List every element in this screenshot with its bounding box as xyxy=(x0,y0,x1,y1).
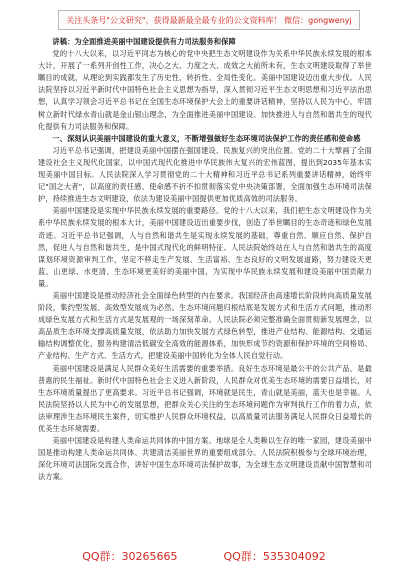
footer-qq-group-1: QQ群：30265665 xyxy=(82,550,178,563)
paragraph: 美丽中国建设是构建人类命运共同体的中国方案。地球是全人类赖以生存的唯一家园，建设美丽中国是推动构建人类命运共同体、共建清洁美丽世界的重要组成部分。人民法院积极参与全球环境治理，深化环境司法国际交流合作，讲好中国生态环境司法保护故事，为全球生态文明建设贡献中国智慧和司法方案。 xyxy=(38,436,372,482)
section-heading: 一、深刻认识美丽中国建设的重大意义，不断增强做好生态环境司法保护工作的责任感和使命感 xyxy=(52,133,361,143)
paragraph: 美丽中国建设是满足人民群众美好生活需要的重要举措。良好生态环境是最公平的公共产品，是最普惠的民生福祉。新时代中国特色社会主义进入新阶段，人民群众对优美生态环境的需要日益增长，对生态环境质量提出了更高要求。习近平总书记强调，环境就是民生，青山就是美丽，蓝天也是幸福。人民法院坚持以人民为中心的发展思想，把群众关心关注的生态环境问题作为审判执行工作的着力点，依法审理涉生态环境民生案件，切实维护人民群众环境权益，以高质量司法服务满足人民群众日益增长的优美生态环境需要。 xyxy=(38,363,372,433)
banner-text: 关注头条号"公文研究"，获得最新最全最专业的公文资料库！ 微信：gongwenyj xyxy=(66,15,352,25)
footer-contact xyxy=(0,548,408,568)
paragraph: 美丽中国建设是推动经济社会全面绿色转型的内在要求。我国经济由高速增长阶段转向高质量发展阶段，集约型发展、高效型发展成为必然。生态环境问题归根结底是发展方式和生活方式问题，推动形成绿色发展方式和生活方式是发展观的一场深刻革命。人民法院必须完整准确全面贯彻新发展理念，以高品质生态环境支撑高质量发展，依法助力加快发展方式绿色转型，推进产业结构、能源结构、交通运输结构调整优化，服务构建清洁低碳安全高效的能源体系，加快形成节约资源和保护环境的空间格局、产业结构、生产方式、生活方式，把建设美丽中国转化为全体人民自觉行动。 xyxy=(38,290,372,361)
paragraph: 习近平总书记强调，把建设美丽中国摆在强国建设、民族复兴的突出位置。党的二十大擘画了全面建设社会主义现代化国家，以中国式现代化推进中华民族伟大复兴的宏伟蓝图，提出到2035年基本实现美丽中国目标。人民法院深入学习贯彻党的二十大精神和习近平总书记系列重要讲话精神，始终牢记"国之大者"，以高度的责任感、使命感不折不扣贯彻落实党中央决策部署，全面加强生态环境司法保护，持续推进生态文明建设，依法为建设美丽中国提供更加优质高效的司法服务。 xyxy=(38,145,372,204)
paragraph: 党的十八大以来，以习近平同志为核心的党中央把生态文明建设作为关系中华民族永续发展的根本大计，开展了一系列开创性工作，决心之大、力度之大、成效之大前所未有，生态文明建设取得了举世瞩目的成就，从理论到实践都发生了历史性、转折性、全局性变化。美丽中国建设迈出重大步伐。人民法院坚持以习近平新时代中国特色社会主义思想为指导，深入贯彻习近平生态文明思想和习近平法治思想，认真学习领会习近平总书记在全国生态环境保护大会上的重要讲话精神，坚持以人民为中心，牢固树立新时代绿水青山就是金山银山理念，为全面推进美丽中国建设、加快推进人与自然和谐共生的现代化提供有力司法服务和保障。 xyxy=(38,49,372,131)
top-promo-banner xyxy=(58,10,360,30)
paragraph: 美丽中国建设是实现中华民族永续发展的重要路径。党的十八大以来，我们把生态文明建设作为关系中华民族永续发展的根本大计，美丽中国建设迈出重要步伐，创造了举世瞩目的生态奇迹和绿色发展奇迹。习近平总书记强调，人与自然和谐共生是实现永续发展的基础，尊重自然、顺应自然、保护自然，促进人与自然和谐共生，是中国式现代化的鲜明特征。人民法院始终站在人与自然和谐共生的高度谋划环境资源审判工作，坚定不移走生产发展、生活富裕、生态良好的文明发展道路，努力建设天更蓝、山更绿、水更清、生态环境更美好的美丽中国，为实现中华民族永续发展和建设美丽中国贡献力量。 xyxy=(38,206,372,288)
footer-qq-group-2: QQ群：535304092 xyxy=(223,550,326,563)
document-body xyxy=(38,36,372,538)
document-title: 讲稿：为全面推进美丽中国建设提供有力司法服务和保障 xyxy=(52,37,236,46)
